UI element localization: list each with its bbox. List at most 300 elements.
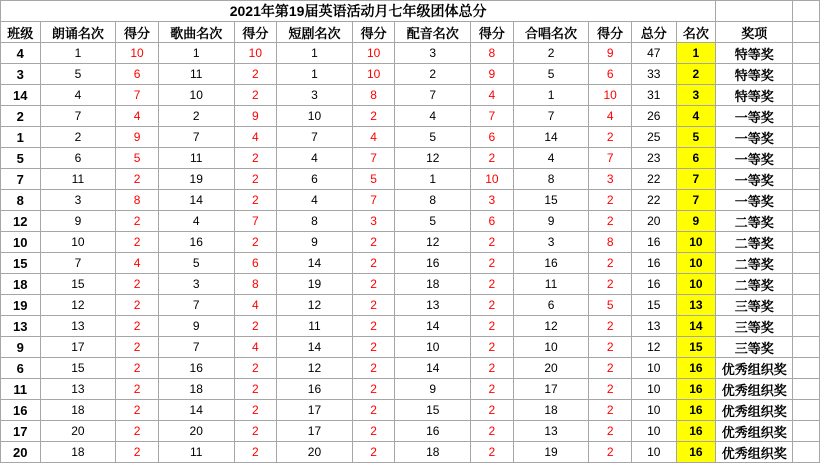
row-pad [793, 232, 820, 253]
cell-s5: 9 [589, 43, 632, 64]
cell-rank: 7 [676, 169, 716, 190]
cell-dub: 4 [395, 106, 471, 127]
cell-s1: 2 [116, 442, 159, 463]
table-row [1, 274, 820, 295]
column-header: 短剧名次 [277, 22, 353, 43]
cell-s1: 2 [116, 316, 159, 337]
cell-total: 10 [631, 358, 676, 379]
cell-prize: 二等奖 [716, 274, 793, 295]
cell-prize: 一等奖 [716, 190, 793, 211]
row-pad [793, 190, 820, 211]
cell-s3: 3 [352, 211, 395, 232]
cell-chorus: 5 [513, 64, 589, 85]
cell-total: 22 [631, 190, 676, 211]
cell-drama: 11 [277, 316, 353, 337]
cell-song: 7 [158, 127, 234, 148]
cell-rank: 2 [676, 64, 716, 85]
cell-s3: 2 [352, 253, 395, 274]
cell-class: 11 [1, 379, 41, 400]
row-pad [793, 127, 820, 148]
cell-s2: 2 [234, 190, 277, 211]
column-header: 朗诵名次 [40, 22, 116, 43]
cell-dub: 15 [395, 400, 471, 421]
cell-song: 14 [158, 190, 234, 211]
cell-dub: 13 [395, 295, 471, 316]
table-row [1, 253, 820, 274]
cell-s5: 5 [589, 295, 632, 316]
cell-class: 7 [1, 169, 41, 190]
cell-s3: 2 [352, 337, 395, 358]
cell-s2: 2 [234, 442, 277, 463]
cell-dub: 5 [395, 211, 471, 232]
cell-drama: 1 [277, 43, 353, 64]
cell-prize: 一等奖 [716, 148, 793, 169]
cell-chorus: 13 [513, 421, 589, 442]
cell-drama: 20 [277, 442, 353, 463]
cell-s5: 2 [589, 274, 632, 295]
cell-rank: 3 [676, 85, 716, 106]
cell-rank: 16 [676, 400, 716, 421]
cell-rank: 1 [676, 43, 716, 64]
page-title: 2021年第19届英语活动月七年级团体总分 [1, 1, 716, 22]
cell-rank: 5 [676, 127, 716, 148]
cell-rank: 16 [676, 358, 716, 379]
cell-s5: 10 [589, 85, 632, 106]
table-row [1, 358, 820, 379]
cell-chorus: 2 [513, 43, 589, 64]
cell-s1: 7 [116, 85, 159, 106]
cell-s5: 2 [589, 127, 632, 148]
cell-chorus: 19 [513, 442, 589, 463]
cell-total: 33 [631, 64, 676, 85]
cell-s3: 2 [352, 358, 395, 379]
cell-dub: 3 [395, 43, 471, 64]
cell-s4: 8 [471, 43, 514, 64]
cell-s4: 3 [471, 190, 514, 211]
cell-s5: 2 [589, 358, 632, 379]
cell-prize: 优秀组织奖 [716, 442, 793, 463]
cell-s1: 2 [116, 358, 159, 379]
cell-class: 3 [1, 64, 41, 85]
cell-drama: 16 [277, 379, 353, 400]
cell-song: 11 [158, 442, 234, 463]
cell-class: 13 [1, 316, 41, 337]
row-pad [793, 379, 820, 400]
cell-s4: 2 [471, 442, 514, 463]
cell-recite: 4 [40, 85, 116, 106]
cell-chorus: 14 [513, 127, 589, 148]
cell-chorus: 16 [513, 253, 589, 274]
cell-dub: 9 [395, 379, 471, 400]
cell-song: 14 [158, 400, 234, 421]
cell-total: 16 [631, 232, 676, 253]
table-row [1, 379, 820, 400]
cell-s4: 9 [471, 64, 514, 85]
row-pad [793, 337, 820, 358]
cell-s1: 2 [116, 169, 159, 190]
cell-prize: 三等奖 [716, 337, 793, 358]
cell-s4: 2 [471, 421, 514, 442]
cell-rank: 10 [676, 274, 716, 295]
row-pad [793, 274, 820, 295]
table-row [1, 421, 820, 442]
cell-total: 16 [631, 274, 676, 295]
cell-recite: 3 [40, 190, 116, 211]
cell-drama: 17 [277, 421, 353, 442]
cell-recite: 6 [40, 148, 116, 169]
row-pad [793, 400, 820, 421]
cell-s1: 2 [116, 379, 159, 400]
cell-total: 20 [631, 211, 676, 232]
cell-class: 20 [1, 442, 41, 463]
cell-s5: 2 [589, 400, 632, 421]
cell-class: 5 [1, 148, 41, 169]
column-header: 得分 [589, 22, 632, 43]
cell-prize: 优秀组织奖 [716, 358, 793, 379]
cell-s4: 10 [471, 169, 514, 190]
cell-s3: 2 [352, 274, 395, 295]
cell-s2: 2 [234, 85, 277, 106]
cell-song: 7 [158, 295, 234, 316]
cell-class: 8 [1, 190, 41, 211]
cell-s1: 2 [116, 337, 159, 358]
column-header: 配音名次 [395, 22, 471, 43]
cell-s4: 2 [471, 358, 514, 379]
cell-s1: 4 [116, 253, 159, 274]
cell-recite: 7 [40, 253, 116, 274]
column-header: 歌曲名次 [158, 22, 234, 43]
cell-s2: 6 [234, 253, 277, 274]
cell-total: 13 [631, 316, 676, 337]
cell-s2: 9 [234, 106, 277, 127]
cell-prize: 一等奖 [716, 106, 793, 127]
cell-drama: 7 [277, 127, 353, 148]
cell-prize: 优秀组织奖 [716, 421, 793, 442]
cell-s3: 2 [352, 421, 395, 442]
cell-s5: 6 [589, 64, 632, 85]
cell-recite: 2 [40, 127, 116, 148]
cell-chorus: 18 [513, 400, 589, 421]
cell-song: 16 [158, 358, 234, 379]
cell-s3: 8 [352, 85, 395, 106]
cell-s4: 7 [471, 106, 514, 127]
cell-s3: 2 [352, 400, 395, 421]
cell-s1: 10 [116, 43, 159, 64]
cell-dub: 1 [395, 169, 471, 190]
row-pad [793, 316, 820, 337]
cell-class: 1 [1, 127, 41, 148]
cell-recite: 1 [40, 43, 116, 64]
cell-total: 26 [631, 106, 676, 127]
cell-s5: 8 [589, 232, 632, 253]
cell-song: 16 [158, 232, 234, 253]
cell-recite: 18 [40, 442, 116, 463]
column-header: 得分 [471, 22, 514, 43]
cell-drama: 10 [277, 106, 353, 127]
cell-s5: 2 [589, 253, 632, 274]
cell-dub: 12 [395, 232, 471, 253]
table-row [1, 442, 820, 463]
cell-s2: 2 [234, 148, 277, 169]
cell-chorus: 11 [513, 274, 589, 295]
cell-drama: 19 [277, 274, 353, 295]
cell-song: 1 [158, 43, 234, 64]
cell-recite: 7 [40, 106, 116, 127]
table-row [1, 190, 820, 211]
cell-total: 47 [631, 43, 676, 64]
cell-drama: 9 [277, 232, 353, 253]
cell-rank: 14 [676, 316, 716, 337]
cell-s2: 7 [234, 211, 277, 232]
table-row [1, 295, 820, 316]
cell-rank: 10 [676, 232, 716, 253]
table-row [1, 316, 820, 337]
cell-s1: 2 [116, 421, 159, 442]
cell-s1: 9 [116, 127, 159, 148]
cell-dub: 10 [395, 337, 471, 358]
cell-chorus: 12 [513, 316, 589, 337]
table-row [1, 64, 820, 85]
cell-s4: 2 [471, 232, 514, 253]
cell-drama: 17 [277, 400, 353, 421]
cell-s4: 4 [471, 85, 514, 106]
cell-s5: 2 [589, 379, 632, 400]
cell-s2: 2 [234, 232, 277, 253]
cell-s2: 2 [234, 379, 277, 400]
cell-s4: 2 [471, 253, 514, 274]
cell-s4: 2 [471, 379, 514, 400]
cell-s3: 2 [352, 295, 395, 316]
cell-s1: 6 [116, 64, 159, 85]
cell-drama: 12 [277, 358, 353, 379]
row-pad [793, 85, 820, 106]
cell-s2: 2 [234, 316, 277, 337]
cell-total: 22 [631, 169, 676, 190]
cell-drama: 8 [277, 211, 353, 232]
table-row [1, 148, 820, 169]
cell-s1: 2 [116, 274, 159, 295]
cell-s5: 3 [589, 169, 632, 190]
cell-song: 11 [158, 64, 234, 85]
cell-rank: 15 [676, 337, 716, 358]
cell-s4: 6 [471, 127, 514, 148]
cell-prize: 特等奖 [716, 85, 793, 106]
cell-s1: 4 [116, 106, 159, 127]
cell-s5: 2 [589, 442, 632, 463]
cell-chorus: 9 [513, 211, 589, 232]
cell-total: 12 [631, 337, 676, 358]
cell-drama: 14 [277, 253, 353, 274]
title-row-blank-pad [793, 1, 820, 22]
column-header: 名次 [676, 22, 716, 43]
cell-rank: 13 [676, 295, 716, 316]
cell-drama: 4 [277, 148, 353, 169]
cell-chorus: 6 [513, 295, 589, 316]
cell-s3: 2 [352, 232, 395, 253]
cell-dub: 16 [395, 253, 471, 274]
cell-dub: 18 [395, 442, 471, 463]
table-row [1, 232, 820, 253]
cell-recite: 13 [40, 379, 116, 400]
cell-dub: 12 [395, 148, 471, 169]
cell-prize: 特等奖 [716, 64, 793, 85]
cell-total: 31 [631, 85, 676, 106]
row-pad [793, 148, 820, 169]
cell-total: 10 [631, 400, 676, 421]
table-row [1, 337, 820, 358]
table-row [1, 85, 820, 106]
cell-total: 15 [631, 295, 676, 316]
cell-s1: 2 [116, 211, 159, 232]
table-row [1, 127, 820, 148]
cell-song: 3 [158, 274, 234, 295]
cell-s1: 2 [116, 295, 159, 316]
cell-s5: 2 [589, 337, 632, 358]
cell-class: 4 [1, 43, 41, 64]
cell-s3: 5 [352, 169, 395, 190]
cell-recite: 13 [40, 316, 116, 337]
cell-s2: 4 [234, 127, 277, 148]
cell-s3: 10 [352, 64, 395, 85]
cell-prize: 一等奖 [716, 169, 793, 190]
cell-recite: 15 [40, 358, 116, 379]
cell-song: 10 [158, 85, 234, 106]
cell-s3: 2 [352, 442, 395, 463]
cell-chorus: 10 [513, 337, 589, 358]
cell-s2: 2 [234, 169, 277, 190]
row-pad [793, 421, 820, 442]
cell-total: 10 [631, 421, 676, 442]
cell-dub: 7 [395, 85, 471, 106]
cell-s2: 8 [234, 274, 277, 295]
cell-prize: 二等奖 [716, 211, 793, 232]
cell-s4: 6 [471, 211, 514, 232]
cell-prize: 优秀组织奖 [716, 379, 793, 400]
cell-s2: 10 [234, 43, 277, 64]
row-pad [793, 253, 820, 274]
cell-song: 2 [158, 106, 234, 127]
cell-s5: 7 [589, 148, 632, 169]
cell-rank: 16 [676, 442, 716, 463]
column-header: 总分 [631, 22, 676, 43]
table-row [1, 211, 820, 232]
cell-s3: 4 [352, 127, 395, 148]
cell-s2: 2 [234, 358, 277, 379]
cell-s5: 4 [589, 106, 632, 127]
cell-chorus: 8 [513, 169, 589, 190]
cell-drama: 3 [277, 85, 353, 106]
cell-chorus: 20 [513, 358, 589, 379]
title-row-blank-prize [716, 1, 793, 22]
cell-class: 2 [1, 106, 41, 127]
cell-s4: 2 [471, 295, 514, 316]
cell-dub: 14 [395, 358, 471, 379]
cell-s2: 2 [234, 400, 277, 421]
cell-s4: 2 [471, 400, 514, 421]
cell-prize: 二等奖 [716, 232, 793, 253]
cell-recite: 17 [40, 337, 116, 358]
row-pad [793, 106, 820, 127]
cell-chorus: 17 [513, 379, 589, 400]
cell-class: 10 [1, 232, 41, 253]
cell-s4: 2 [471, 274, 514, 295]
cell-prize: 优秀组织奖 [716, 400, 793, 421]
table-row [1, 169, 820, 190]
row-pad [793, 211, 820, 232]
cell-s2: 4 [234, 337, 277, 358]
column-header: 奖项 [716, 22, 793, 43]
cell-drama: 6 [277, 169, 353, 190]
row-pad [793, 295, 820, 316]
cell-s5: 2 [589, 211, 632, 232]
cell-s5: 2 [589, 421, 632, 442]
table-row [1, 43, 820, 64]
cell-recite: 20 [40, 421, 116, 442]
cell-rank: 16 [676, 421, 716, 442]
cell-recite: 15 [40, 274, 116, 295]
header-row [1, 22, 820, 43]
cell-prize: 特等奖 [716, 43, 793, 64]
cell-s5: 2 [589, 190, 632, 211]
cell-s1: 5 [116, 148, 159, 169]
cell-chorus: 15 [513, 190, 589, 211]
cell-class: 9 [1, 337, 41, 358]
cell-total: 16 [631, 253, 676, 274]
cell-song: 18 [158, 379, 234, 400]
cell-class: 6 [1, 358, 41, 379]
table-row [1, 106, 820, 127]
cell-class: 16 [1, 400, 41, 421]
cell-song: 9 [158, 316, 234, 337]
cell-s3: 2 [352, 106, 395, 127]
cell-drama: 4 [277, 190, 353, 211]
cell-rank: 10 [676, 253, 716, 274]
row-pad [793, 43, 820, 64]
cell-s3: 10 [352, 43, 395, 64]
row-pad [793, 442, 820, 463]
cell-s2: 4 [234, 295, 277, 316]
cell-s3: 7 [352, 190, 395, 211]
row-pad [793, 64, 820, 85]
cell-song: 4 [158, 211, 234, 232]
cell-chorus: 1 [513, 85, 589, 106]
header-row-pad [793, 22, 820, 43]
cell-s3: 2 [352, 379, 395, 400]
cell-recite: 9 [40, 211, 116, 232]
row-pad [793, 358, 820, 379]
cell-class: 17 [1, 421, 41, 442]
cell-s4: 2 [471, 148, 514, 169]
cell-s2: 2 [234, 64, 277, 85]
cell-dub: 18 [395, 274, 471, 295]
cell-drama: 12 [277, 295, 353, 316]
cell-drama: 14 [277, 337, 353, 358]
cell-s1: 2 [116, 400, 159, 421]
cell-recite: 11 [40, 169, 116, 190]
cell-s2: 2 [234, 421, 277, 442]
cell-s4: 2 [471, 337, 514, 358]
cell-s5: 2 [589, 316, 632, 337]
column-header: 合唱名次 [513, 22, 589, 43]
column-header: 得分 [234, 22, 277, 43]
cell-rank: 4 [676, 106, 716, 127]
cell-s3: 7 [352, 148, 395, 169]
cell-rank: 6 [676, 148, 716, 169]
cell-s1: 2 [116, 232, 159, 253]
cell-rank: 9 [676, 211, 716, 232]
cell-prize: 三等奖 [716, 295, 793, 316]
column-header: 得分 [352, 22, 395, 43]
